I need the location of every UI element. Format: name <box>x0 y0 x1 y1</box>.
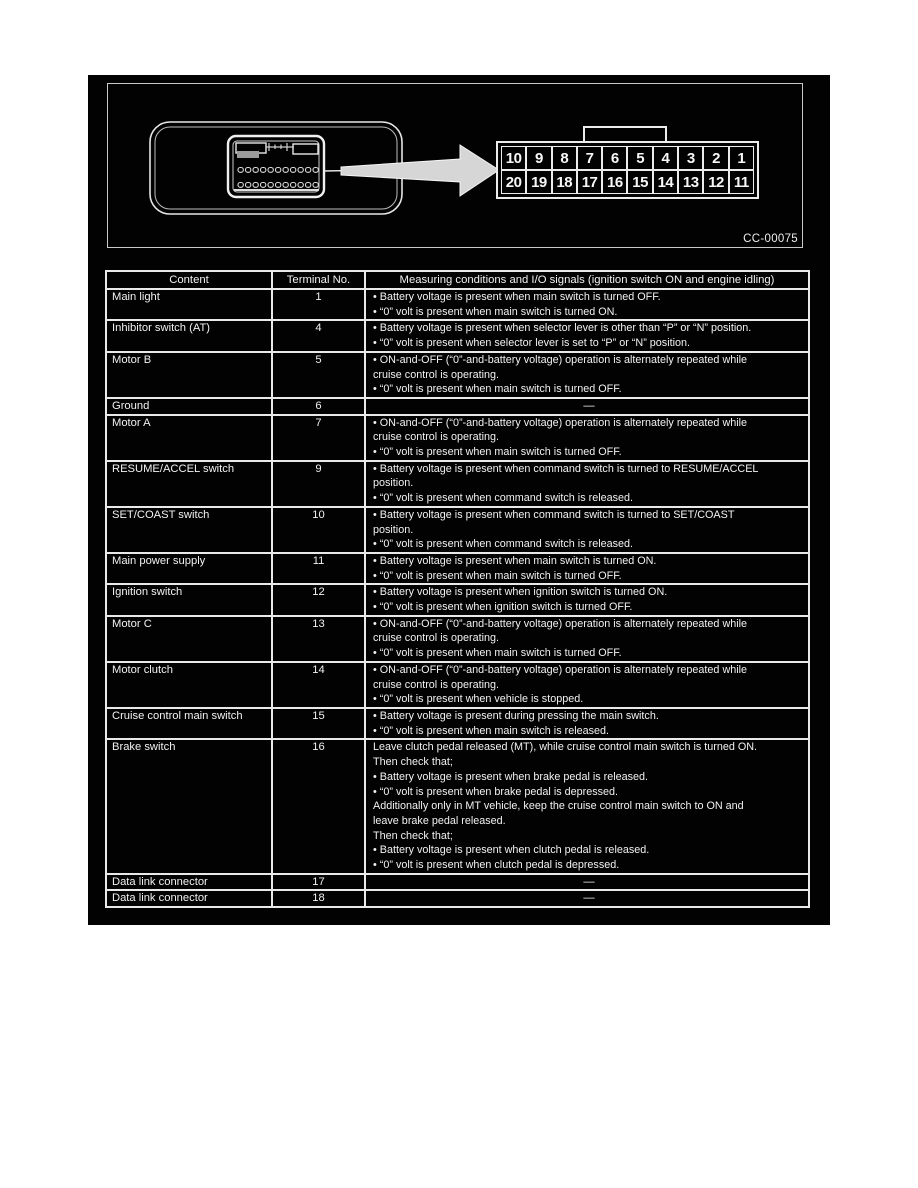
terminal-cell: 17 <box>272 874 365 891</box>
measuring-line: • Battery voltage is present when ignition switch is turned ON. <box>373 586 668 599</box>
measuring-line: • “0” volt is present when selector lever is set to “P” or “N” position. <box>373 337 691 350</box>
pin-cell: 10 <box>501 146 526 170</box>
measuring-line: • “0” volt is present when vehicle is stopped. <box>373 693 584 706</box>
content-cell: Main power supply <box>106 553 272 584</box>
pin-diagram <box>496 141 759 199</box>
measuring-cell <box>365 415 809 461</box>
measuring-cell <box>365 739 809 873</box>
measuring-cell <box>365 320 809 351</box>
content-cell: RESUME/ACCEL switch <box>106 461 272 507</box>
pin-cell: 19 <box>526 170 551 194</box>
pin-cell: 3 <box>678 146 703 170</box>
measuring-line: cruise control is operating. <box>373 431 500 444</box>
terminal-cell: 15 <box>272 708 365 739</box>
table-row <box>106 415 809 461</box>
measuring-cell <box>365 289 809 320</box>
measuring-cell <box>365 553 809 584</box>
table-row <box>106 461 809 507</box>
measuring-line: Additionally only in MT vehicle, keep the cruise control main switch to ON and <box>373 800 744 813</box>
measuring-line: • Battery voltage is present when main switch is turned ON. <box>373 554 657 567</box>
terminal-cell: 7 <box>272 415 365 461</box>
table-row <box>106 352 809 398</box>
connector-face <box>228 136 324 197</box>
table-row <box>106 708 809 739</box>
pin-cell: 5 <box>627 146 652 170</box>
measuring-line: • Battery voltage is present when command switch is turned to RESUME/ACCEL <box>373 462 759 475</box>
measuring-cell <box>365 584 809 615</box>
measuring-line: leave brake pedal released. <box>373 814 506 827</box>
measuring-line: • Battery voltage is present when selector lever is other than “P” or “N” position. <box>373 322 752 335</box>
terminal-cell: 12 <box>272 584 365 615</box>
measuring-line: cruise control is operating. <box>373 678 500 691</box>
measuring-cell <box>365 662 809 708</box>
measuring-cell <box>365 708 809 739</box>
table-row <box>106 874 809 891</box>
measuring-line: • “0” volt is present when main switch is turned OFF. <box>373 569 622 582</box>
pin-cell: 17 <box>577 170 602 194</box>
measuring-line: • “0” volt is present when main switch is released. <box>373 724 610 737</box>
pin-cell: 8 <box>552 146 577 170</box>
table-row <box>106 584 809 615</box>
measuring-line: • Battery voltage is present during pressing the main switch. <box>373 709 659 722</box>
measuring-line: • ON-and-OFF (“0”-and-battery voltage) operation is alternately repeated while <box>373 353 748 366</box>
measuring-line: • Battery voltage is present when brake pedal is released. <box>373 770 649 783</box>
content-cell: Brake switch <box>106 739 272 873</box>
measuring-line: • “0” volt is present when main switch is turned OFF. <box>373 647 622 660</box>
table-row <box>106 739 809 873</box>
content-cell: Main light <box>106 289 272 320</box>
measuring-cell <box>365 461 809 507</box>
measuring-line: • Battery voltage is present when command switch is turned to SET/COAST <box>373 508 735 521</box>
signal-table-body <box>106 289 809 907</box>
pin-cell: 2 <box>703 146 728 170</box>
terminal-cell: 18 <box>272 890 365 907</box>
content-cell: Inhibitor switch (AT) <box>106 320 272 351</box>
measuring-line: • ON-and-OFF (“0”-and-battery voltage) operation is alternately repeated while <box>373 617 748 630</box>
measuring-line: Then check that; <box>373 756 453 769</box>
pin-cell: 14 <box>653 170 678 194</box>
terminal-cell: 1 <box>272 289 365 320</box>
terminal-cell: 13 <box>272 616 365 662</box>
measuring-line: • Battery voltage is present when main switch is turned OFF. <box>373 291 661 303</box>
pin-cell: 20 <box>501 170 526 194</box>
measuring-line: • “0” volt is present when command switch is released. <box>373 492 634 505</box>
measuring-line: • “0” volt is present when ignition switch is turned OFF. <box>373 601 633 614</box>
measuring-line: • “0” volt is present when clutch pedal is depressed. <box>373 859 620 872</box>
table-row <box>106 553 809 584</box>
table-row <box>106 507 809 553</box>
pin-cell: 13 <box>678 170 703 194</box>
content-cell: Data link connector <box>106 890 272 907</box>
terminal-cell: 9 <box>272 461 365 507</box>
measuring-line: Then check that; <box>373 829 453 842</box>
measuring-line: position. <box>373 523 414 536</box>
terminal-cell: 16 <box>272 739 365 873</box>
pin-cell: 12 <box>703 170 728 194</box>
measuring-line: • Battery voltage is present when clutch pedal is released. <box>373 844 650 857</box>
header-content: Content <box>106 271 272 289</box>
pin-cell: 7 <box>577 146 602 170</box>
terminal-cell: 4 <box>272 320 365 351</box>
content-cell: Motor A <box>106 415 272 461</box>
content-cell: Motor clutch <box>106 662 272 708</box>
pin-cell: 11 <box>729 170 754 194</box>
terminal-cell: 11 <box>272 553 365 584</box>
terminal-cell: 10 <box>272 507 365 553</box>
table-row <box>106 320 809 351</box>
pin-cell: 6 <box>602 146 627 170</box>
connector-figure <box>107 83 803 248</box>
signal-table <box>105 270 810 908</box>
content-cell: Motor B <box>106 352 272 398</box>
measuring-cell <box>365 352 809 398</box>
measuring-line: • “0” volt is present when main switch is turned OFF. <box>373 383 622 396</box>
measuring-cell <box>365 616 809 662</box>
content-cell: Data link connector <box>106 874 272 891</box>
table-row <box>106 398 809 415</box>
measuring-cell: — <box>365 890 809 907</box>
terminal-cell: 6 <box>272 398 365 415</box>
figure-code: CC-00075 <box>743 233 798 245</box>
measuring-cell: — <box>365 398 809 415</box>
pin-cell: 18 <box>552 170 577 194</box>
content-cell: SET/COAST switch <box>106 507 272 553</box>
table-row <box>106 289 809 320</box>
table-header-row <box>106 271 809 289</box>
pin-cell: 1 <box>729 146 754 170</box>
measuring-line: • “0” volt is present when main switch is turned OFF. <box>373 446 622 459</box>
pin-cell: 9 <box>526 146 551 170</box>
measuring-line: • ON-and-OFF (“0”-and-battery voltage) operation is alternately repeated while <box>373 663 748 676</box>
header-terminal: Terminal No. <box>272 271 365 289</box>
content-cell: Cruise control main switch <box>106 708 272 739</box>
measuring-line: position. <box>373 477 414 490</box>
table-row <box>106 890 809 907</box>
measuring-line: • “0” volt is present when main switch is turned ON. <box>373 305 618 318</box>
terminal-cell: 14 <box>272 662 365 708</box>
diagram-plate <box>88 75 830 925</box>
measuring-line: cruise control is operating. <box>373 368 500 381</box>
measuring-line: • “0” volt is present when brake pedal is depressed. <box>373 785 619 798</box>
table-row <box>106 616 809 662</box>
content-cell: Motor C <box>106 616 272 662</box>
terminal-cell: 5 <box>272 352 365 398</box>
measuring-line: cruise control is operating. <box>373 632 500 645</box>
arrow-icon <box>324 145 499 196</box>
content-cell: Ignition switch <box>106 584 272 615</box>
pin-cell: 4 <box>653 146 678 170</box>
pin-grid <box>501 146 754 194</box>
measuring-line: • “0” volt is present when command switch is released. <box>373 538 634 551</box>
pin-cell: 15 <box>627 170 652 194</box>
pin-cell: 16 <box>602 170 627 194</box>
measuring-cell <box>365 507 809 553</box>
content-cell: Ground <box>106 398 272 415</box>
table-row <box>106 662 809 708</box>
header-measuring: Measuring conditions and I/O signals (ignition switch ON and engine idling) <box>365 271 809 289</box>
measuring-cell: — <box>365 874 809 891</box>
measuring-line: • ON-and-OFF (“0”-and-battery voltage) operation is alternately repeated while <box>373 416 748 429</box>
measuring-line: Leave clutch pedal released (MT), while cruise control main switch is turned ON. <box>373 741 758 754</box>
